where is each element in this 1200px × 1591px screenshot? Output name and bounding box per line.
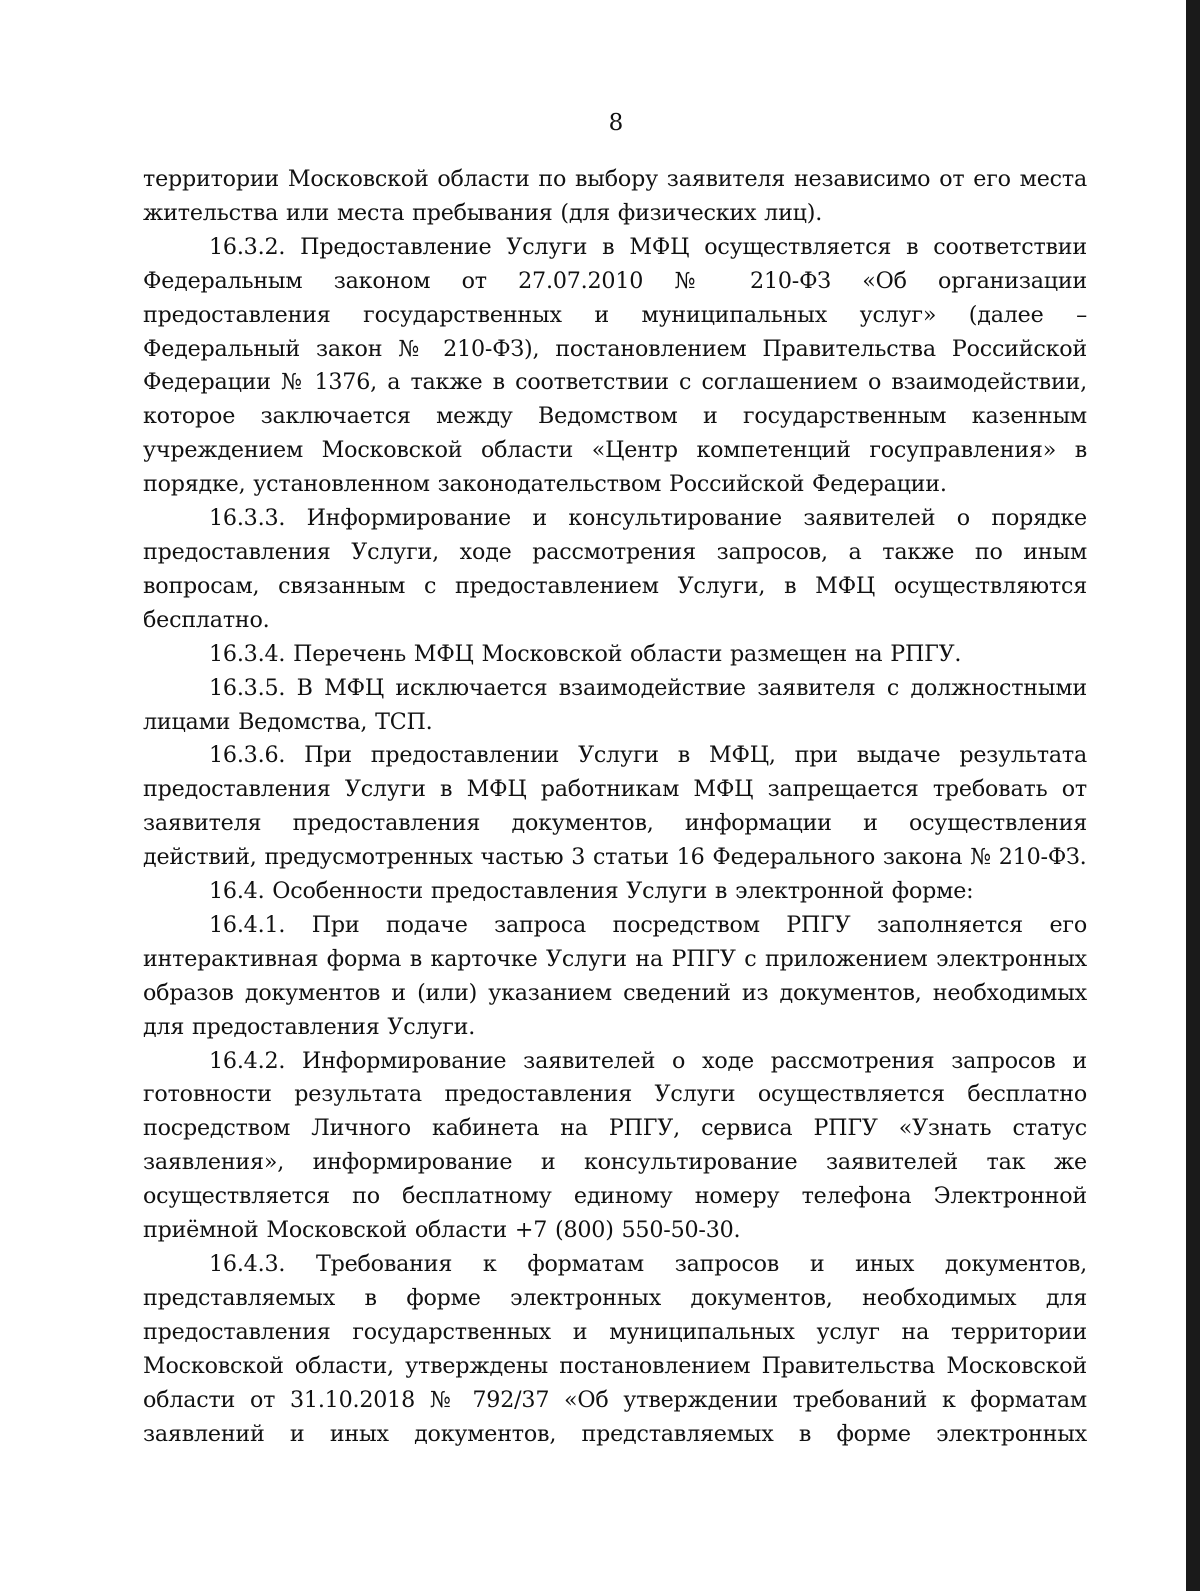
paragraph-16-3-5: 16.3.5. В МФЦ исключается взаимодействие заявителя с должностными лицами Ведомства, ТСП. xyxy=(143,674,1087,735)
paragraph-16-4: 16.4. Особенности предоставления Услуги в электронной форме: xyxy=(209,878,974,905)
paragraph-continuation: территории Московской области по выбору заявителя независимо от его места жительства или места пребывания (для физических лиц). xyxy=(143,166,1087,226)
scan-edge-shadow xyxy=(1186,0,1200,1591)
paragraph-16-4-2: 16.4.2. Информирование заявителей о ходе рассмотрения запросов и готовности результата предоставления Услуги осуществляется бесплатно посредством Личного кабинета на РПГУ, сервиса РПГУ «Узнать статус заявления», информирование и консультирование заявителей так же осуществляется по бесплатному единому номеру телефона Электронной приёмной Московской области +7 (800) 550-50-30. xyxy=(143,1047,1087,1244)
paragraph-16-4-3: 16.4.3. Требования к форматам запросов и иных документов, представляемых в форме электронных документов, необходимых для предоставления государственных и муниципальных услуг на территории Московской области, утверждены постановлением Правительства Московской области от 31.10.2018 № 792/37 «Об утверждении требований к форматам заявлений и иных документов, представляемых в форме электронных xyxy=(143,1251,1087,1447)
paragraph-16-3-3: 16.3.3. Информирование и консультирование заявителей о порядке предоставления Услуги, ходе рассмотрения запросов, а также по иным вопросам, связанным с предоставлением Услуги, в МФЦ осуществляются бесплатно. xyxy=(143,505,1087,633)
paragraph-16-4-1: 16.4.1. При подаче запроса посредством РПГУ заполняется его интерактивная форма в карточке Услуги на РПГУ с приложением электронных образов документов и (или) указанием сведений из документов, необходимых для предоставления Услуги. xyxy=(143,911,1087,1040)
document-body xyxy=(143,163,1087,1451)
page-number: 8 xyxy=(608,110,624,136)
paragraph-16-3-2: 16.3.2. Предоставление Услуги в МФЦ осуществляется в соответствии Федеральным законом от 27.07.2010 № 210-ФЗ «Об организации предоставления государственных и муниципальных услуг» (далее – Федеральный закон № 210-ФЗ), постановлением Правительства Российской Федерации № 1376, а также в соответствии с соглашением о взаимодействии, которое заключается между Ведомством и государственным казенным учреждением Московской области «Центр компетенций госуправления» в порядке, установленном законодательством Российской Федерации. xyxy=(143,233,1087,498)
paragraph-16-3-6: 16.3.6. При предоставлении Услуги в МФЦ, при выдаче результата предоставления Услуги в МФЦ работникам МФЦ запрещается требовать от заявителя предоставления документов, информации и осуществления действий, предусмотренных частью 3 статьи 16 Федерального закона № 210-ФЗ. xyxy=(143,742,1087,871)
paragraph-16-3-4: 16.3.4. Перечень МФЦ Московской области размещен на РПГУ. xyxy=(209,640,962,667)
